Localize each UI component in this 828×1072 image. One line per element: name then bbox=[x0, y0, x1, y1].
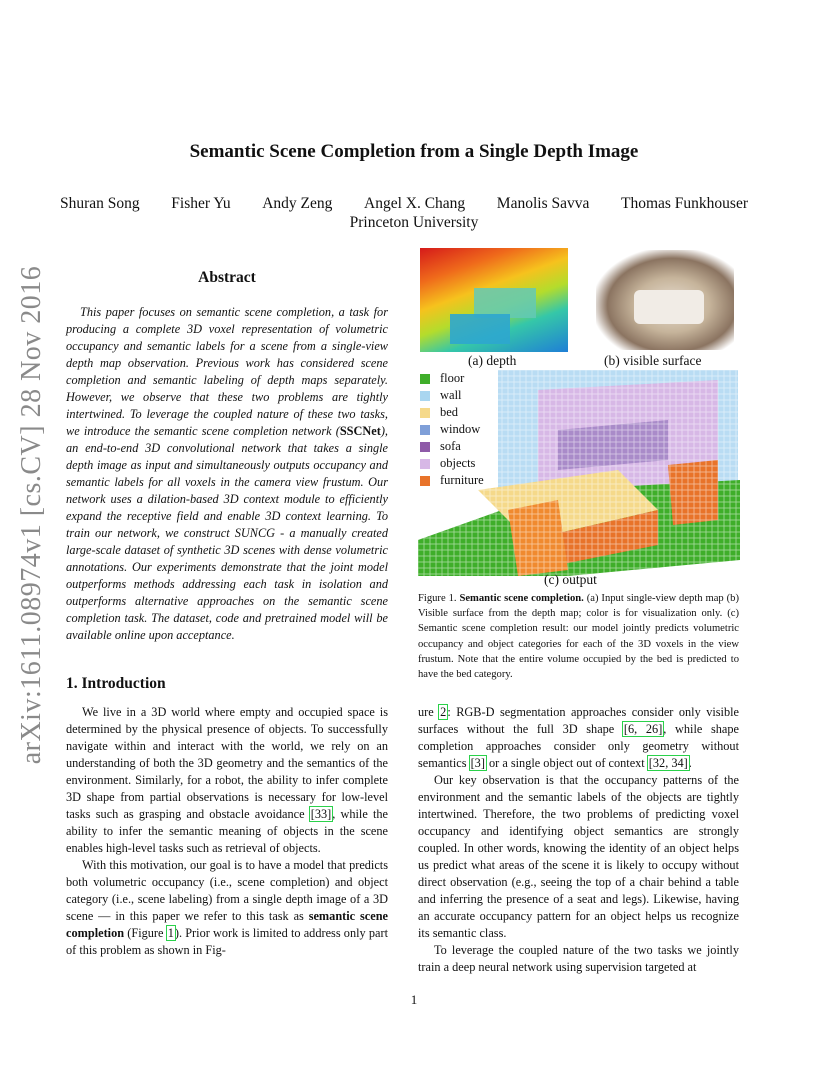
figure-label-output: (c) output bbox=[544, 572, 597, 587]
author-name: Shuran Song bbox=[60, 195, 140, 212]
figure-label-depth: (a) depth bbox=[468, 353, 517, 368]
legend-item bbox=[420, 455, 484, 472]
legend-item bbox=[420, 404, 484, 421]
text-run: . bbox=[688, 756, 692, 770]
page-number: 1 bbox=[410, 992, 418, 1007]
legend-swatch bbox=[420, 476, 430, 486]
legend-item bbox=[420, 472, 484, 489]
depth-map-image bbox=[420, 248, 568, 352]
abstract-text bbox=[66, 304, 388, 644]
legend-label: bed bbox=[440, 405, 459, 419]
affiliation: Princeton University bbox=[349, 214, 479, 231]
legend-label: objects bbox=[440, 456, 476, 470]
text-run: , while shape completion approaches consider only geometry without semantics bbox=[418, 722, 739, 770]
legend-swatch bbox=[420, 374, 430, 384]
citation-link[interactable]: [6, 26] bbox=[623, 722, 663, 736]
bold-term: semantic scene completion bbox=[66, 909, 388, 940]
arxiv-identifier bbox=[12, 265, 52, 765]
caption-text: (a) Input single-view depth map (b) Visible surface from the depth map; color is for visualization only. (c) Semantic scene completion result: our model jointly predicts volumetric occupancy and object categories for each of the 3D voxels in the view frustum. Note that the entire volume occupied by the bed is predicted to have the bed category. bbox=[418, 593, 739, 681]
legend-label: sofa bbox=[440, 439, 461, 453]
legend-label: furniture bbox=[440, 473, 484, 487]
text-run: , while the ability to infer the semantic meaning of objects in the scene enables high-level tasks such as retrieval of objects. bbox=[66, 807, 388, 855]
legend-label: window bbox=[440, 422, 481, 436]
citation-link[interactable]: [33] bbox=[310, 807, 332, 821]
paper-title: Semantic Scene Completion from a Single Depth Image bbox=[189, 141, 639, 162]
citation-link[interactable]: [3] bbox=[470, 756, 485, 770]
legend-swatch bbox=[420, 391, 430, 401]
author-list bbox=[60, 195, 748, 213]
abstract-heading: Abstract bbox=[198, 269, 256, 286]
right-column-text bbox=[418, 704, 739, 976]
figure-caption bbox=[418, 591, 739, 682]
arxiv-identifier-text: arXiv:1611.08974v1 [cs.CV] 28 Nov 2016 bbox=[16, 265, 47, 765]
legend-label: floor bbox=[440, 371, 465, 385]
paragraph: To leverage the coupled nature of the two tasks we jointly train a deep neural network using supervision targeted at bbox=[418, 943, 739, 974]
legend-item bbox=[420, 387, 484, 404]
citation-link[interactable]: [32, 34] bbox=[648, 756, 688, 770]
caption-bold: Semantic scene completion. bbox=[459, 593, 584, 604]
author-name: Andy Zeng bbox=[262, 195, 333, 212]
legend-swatch bbox=[420, 408, 430, 418]
figure-legend bbox=[420, 370, 484, 489]
figure-label-surface: (b) visible surface bbox=[604, 353, 702, 368]
introduction-text bbox=[66, 704, 388, 959]
paragraph: Our key observation is that the occupancy patterns of the environment and the semantic labels of the objects are tightly intertwined. Therefore, the two problems of predicting voxel occupancy and identifying object semantics are strongly coupled. In other words, knowing the identity of an object helps us predict what areas of the scene it is likely to occupy without direct observation (e.g., seeing the top of a chair behind a table and inferring the presence of a seat and legs). Likewise, having an accurate occupancy pattern for an object helps us recognize its semantic class. bbox=[418, 773, 739, 940]
paragraph bbox=[418, 704, 739, 772]
author-name: Thomas Funkhouser bbox=[620, 195, 748, 212]
figure-link[interactable]: 2 bbox=[440, 705, 447, 719]
text-run: With this motivation, our goal is to have a model that predicts both volumetric occupancy (i.e., scene completion) and object category (i.e., scene labeling) from a single depth image of a 3D scene — in this paper we refer to this task as bbox=[66, 858, 388, 923]
visible-surface-image bbox=[596, 250, 734, 350]
abstract-bold-term: SSCNet bbox=[339, 424, 381, 438]
legend-swatch bbox=[420, 442, 430, 452]
text-run: ure bbox=[418, 705, 440, 719]
text-run: or a single object out of context bbox=[485, 756, 648, 770]
figure-1 bbox=[418, 248, 740, 588]
text-run: (Figure bbox=[124, 926, 167, 940]
legend-swatch bbox=[420, 425, 430, 435]
paragraph bbox=[66, 857, 388, 959]
legend-item bbox=[420, 421, 484, 438]
abstract-text-part: This paper focuses on semantic scene completion, a task for producing a complete 3D voxel representation of volumetric occupancy and semantic labels for a scene from a single-view depth map observation. Previous work has considered scene completion and semantic labeling of depth maps separately. However, we observe that these two problems are tightly intertwined. To leverage the coupled nature of these two tasks, we introduce the semantic scene completion network ( bbox=[66, 305, 388, 438]
legend-item bbox=[420, 370, 484, 387]
text-run: : RGB-D segmentation approaches consider only visible surfaces without the full 3D shape bbox=[418, 705, 739, 736]
legend-item bbox=[420, 438, 484, 455]
text-run: ). Prior work is limited to address only part of this problem as shown in Fig- bbox=[66, 926, 388, 957]
legend-swatch bbox=[420, 459, 430, 469]
paragraph bbox=[66, 704, 388, 857]
caption-lead: Figure 1. bbox=[418, 593, 460, 604]
text-run: We live in a 3D world where empty and occupied space is determined by the physical presence of objects. To successfully navigate within and interact with the world, we rely on an understanding of both the 3D geometry and the semantics of the environment. Similarly, for a robot, the ability to infer complete 3D shape from partial observations is necessary for low-level tasks such as grasping and obstacle avoidance bbox=[66, 705, 388, 821]
author-name: Manolis Savva bbox=[496, 195, 590, 212]
author-name: Fisher Yu bbox=[171, 195, 231, 212]
section-heading: 1. Introduction bbox=[66, 675, 166, 692]
figure-link[interactable]: 1 bbox=[167, 926, 174, 940]
legend-label: wall bbox=[440, 388, 462, 402]
author-name: Angel X. Chang bbox=[364, 195, 466, 212]
abstract-text-part: ), an end-to-end 3D convolutional network that takes a single depth image as input and simultaneously outputs occupancy and semantic labels for all voxels in the camera view frustum. Our network uses a dilation-based 3D context module to efficiently expand the receptive field and enable 3D context learning. To train our network, we construct SUNCG - a manually created large-scale dataset of synthetic 3D scenes with dense volumetric annotations. Our experiments demonstrate that the joint model outperforms methods addressing each task in isolation and outperforms alternative approaches on the semantic scene completion task. The dataset, code and pretrained model will be available online upon acceptance. bbox=[66, 424, 388, 642]
